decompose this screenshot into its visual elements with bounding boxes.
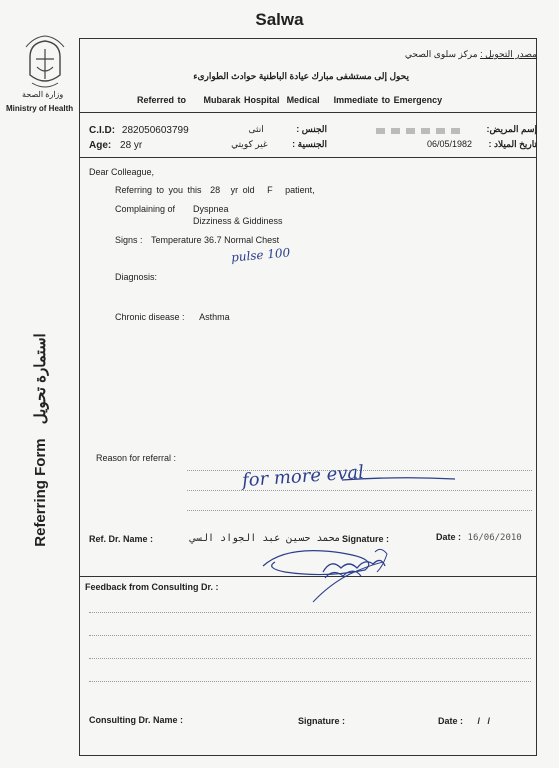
complaint-2: Dizziness & Giddiness [193,216,283,226]
signs-row [115,235,279,245]
complaint-1: Dyspnea [193,204,229,214]
chronic-row [115,312,230,322]
dob-row [427,139,537,150]
chronic-label: Chronic disease : [115,312,185,322]
page-title: Salwa [255,10,304,29]
reason-label: Reason for referral : [96,453,177,463]
dob-value: 06/05/1982 [426,139,473,149]
source-label: مصدر التحويل : [480,49,537,59]
referring-line [115,185,315,195]
patient-name-label: إسم المريض: [486,124,537,134]
feedback-line-1 [89,612,531,613]
referred-to-en [137,95,442,105]
consulting-signature-label: Signature : [298,716,346,726]
greeting: Dear Colleague, [89,167,155,177]
urgency-value: Immediate to Emergency [333,95,443,105]
source-value: مركز سلوى الصحي [404,49,478,59]
ministry-name-en: Ministry of Health [6,104,74,113]
side-label-en: Referring Form [32,438,49,547]
referring-sex: F [267,185,273,195]
side-label [31,300,49,580]
sex-label: الجنس : [296,124,327,134]
ref-date-value: 16/06/2010 [467,533,522,543]
feedback-label: Feedback from Consulting Dr. : [85,582,219,592]
cid-value: 282050603799 [121,125,189,136]
nationality-label: الجنسية : [292,139,327,149]
signs-handwritten: pulse 100 [230,245,291,265]
reason-line-2 [187,490,532,491]
header-divider [79,112,537,113]
nationality-value: غير كويتي [231,139,268,149]
side-label-ar: استمارة تحويل [32,333,49,425]
reason-handwritten: for more eval [241,461,365,492]
cid-label: C.I.D: [89,125,116,136]
signature-scribble [255,538,415,604]
ref-doctor-label: Ref. Dr. Name : [89,534,154,544]
redacted-name [376,128,462,134]
feedback-line-2 [89,635,531,636]
chronic-value: Asthma [199,312,230,322]
complaining-label: Complaining of [115,204,176,214]
age-label: Age: [89,140,112,151]
ref-signature-label: Signature : [342,534,390,544]
referring-patient: patient, [285,185,315,195]
reason-underline-stroke [340,470,460,490]
ref-date-label: Date : [436,532,462,542]
age-value: 28 yr [120,140,143,151]
feedback-line-4 [89,681,531,682]
diagnosis-label: Diagnosis: [115,272,158,282]
patient-divider [79,157,537,158]
ref-date-row [436,532,522,543]
dob-label: تاريخ الميلاد : [488,139,537,149]
referring-yr-old: yr old [230,185,255,195]
referred-to-ar [193,71,409,82]
consulting-date-row [438,716,490,726]
department-name: Medical [286,95,320,105]
to-ar-label: يحول إلى [374,71,409,81]
patient-name-row [487,124,537,135]
referring-prefix: Referring to you this [115,185,202,195]
cid-row [89,125,189,136]
ministry-logo [22,35,68,91]
signs-value: Temperature 36.7 Normal Chest [151,235,280,245]
referring-age: 28 [210,185,221,195]
consulting-date-value: / / [477,716,491,726]
reason-line-3 [187,510,532,511]
feedback-line-3 [89,658,531,659]
ref-doctor-value: محمد حسين عبد الجواد السي [190,533,341,544]
referred-to-label: Referred to [137,95,187,105]
signs-label: Signs : [115,235,143,245]
hospital-name: Mubarak Hospital [203,95,280,105]
consulting-date-label: Date : [438,716,464,726]
age-row [89,140,142,151]
ministry-name-ar: وزارة الصحة [22,90,64,99]
consulting-doctor-label: Consulting Dr. Name : [89,715,184,725]
referral-source [405,49,537,60]
nationality-row [231,139,327,150]
sex-row [249,124,328,135]
to-ar-value: مستشفى مبارك عيادة الباطنية حوادث الطوارىء [193,71,372,81]
sex-value: انثى [248,124,264,134]
